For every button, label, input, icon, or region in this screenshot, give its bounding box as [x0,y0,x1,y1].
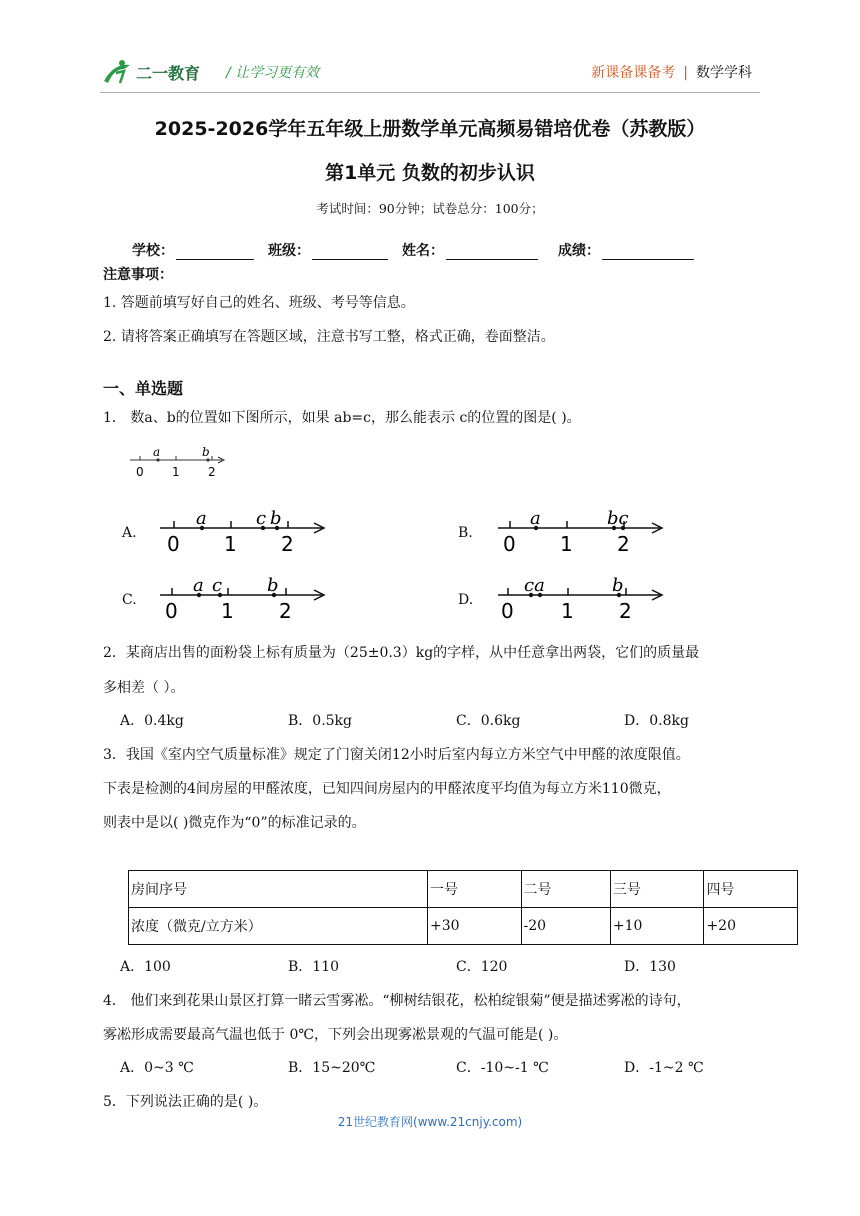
exam-info: 考试时间：90分钟；试卷总分：100分； [316,201,544,216]
option-a-number-line[interactable] [156,505,331,557]
svg-text:0: 0 [136,465,144,479]
table-row [129,871,798,908]
option-d-label[interactable]: D. [458,592,474,608]
footer-link[interactable]: 21世纪教育网(www.21cnjy.com) [337,1115,523,1129]
option-c[interactable]: C．120 [456,959,508,975]
option-c-number-line[interactable] [156,572,331,624]
question-2-line2: 多相差（ ）。 [103,680,185,696]
option-a[interactable]: A．0~3 ℃ [120,1060,194,1076]
question-3-options [120,956,792,976]
svg-text:1: 1 [221,599,234,623]
option-c[interactable]: C．0.6kg [456,713,521,729]
option-b[interactable]: B．15~20℃ [288,1060,376,1076]
option-b[interactable]: B．110 [288,959,340,975]
question-3-line3: 则表中是以( )微克作为“0”的标准记录的。 [103,815,366,831]
table-cell: +30 [428,908,522,945]
svg-text:bc: bc [607,508,629,529]
header-slogan: / 让学习更有效 [226,65,320,81]
table-cell: +10 [610,908,704,945]
option-b[interactable]: B．0.5kg [288,713,352,729]
svg-text:c: c [212,575,223,596]
question-1-text: 1． 数a、b的位置如下图所示，如果 ab=c，那么能表示 c的位置的图是( )。 [103,410,581,426]
section-heading: 一、单选题 [103,379,184,398]
svg-text:b: b [270,508,282,529]
option-b-number-line[interactable] [494,505,669,557]
page-title: 2025-2026学年五年级上册数学单元高频易错培优卷（苏教版） [154,118,706,140]
concentration-table [128,870,798,945]
table-cell: 房间序号 [129,871,428,908]
svg-text:c: c [256,508,267,529]
table-cell: 三号 [610,871,704,908]
option-d[interactable]: D．-1~2 ℃ [624,1060,704,1076]
unit-title: 第1单元 负数的初步认识 [325,162,535,184]
svg-text:2: 2 [279,599,292,623]
svg-text:a: a [530,508,541,529]
info-fields [132,240,708,260]
svg-text:2: 2 [617,532,630,556]
svg-text:1: 1 [560,532,573,556]
class-field[interactable]: 班级： [268,240,388,260]
option-b-label[interactable]: B. [458,525,473,541]
option-d[interactable]: D．130 [624,959,676,975]
svg-text:b: b [202,445,210,459]
question-4-line1: 4． 他们来到花果山景区打算一睹云雪雾凇。“柳树结银花，松柏绽银菊”便是描述雾凇的诗句， [103,993,691,1009]
svg-text:1: 1 [561,599,574,623]
table-row [129,908,798,945]
svg-text:ca: ca [524,575,545,596]
svg-text:1: 1 [224,532,237,556]
svg-text:b: b [267,575,279,596]
option-c[interactable]: C．-10~-1 ℃ [456,1060,549,1076]
score-field[interactable]: 成绩： [558,240,694,260]
header-subject: 数学学科 [696,65,752,81]
option-d-number-line[interactable] [494,572,669,624]
header-separator: | [683,65,688,81]
option-c-label[interactable]: C. [122,592,137,608]
reference-number-line [126,440,236,484]
option-d[interactable]: D．0.8kg [624,713,689,729]
school-field[interactable]: 学校： [132,240,254,260]
svg-text:0: 0 [167,532,180,556]
question-3-line2: 下表是检测的4间房屋的甲醛浓度，已知四间房屋内的甲醛浓度平均值为每立方米110微克， [103,781,671,797]
header-right [591,62,752,82]
svg-text:a: a [193,575,204,596]
header-tag: 新课备课备考 [591,65,676,81]
svg-text:1: 1 [172,465,180,479]
question-2-line1: 2．某商店出售的面粉袋上标有质量为（25±0.3）kg的字样，从中任意拿出两袋，它们的质量最 [103,645,700,661]
svg-text:二一教育: 二一教育 [136,64,201,83]
table-cell: 一号 [428,871,522,908]
svg-text:b: b [612,575,624,596]
question-5-text: 5．下列说法正确的是( )。 [103,1094,268,1110]
question-4-options [120,1057,792,1077]
header-divider [100,92,760,93]
table-cell: 四号 [704,871,798,908]
svg-text:2: 2 [281,532,294,556]
question-3-line1: 3．我国《室内空气质量标准》规定了门窗关闭12小时后室内每立方米空气中甲醛的浓度限值。 [103,747,690,763]
name-field[interactable]: 姓名： [402,240,538,260]
svg-text:0: 0 [501,599,514,623]
note-item: 1. 答题前填写好自己的姓名、班级、考号等信息。 [103,295,415,311]
question-4-line2: 雾凇形成需要最高气温也低于 0℃，下列会出现雾凇景观的气温可能是( )。 [103,1027,568,1043]
svg-text:0: 0 [165,599,178,623]
svg-text:0: 0 [503,532,516,556]
logo [100,55,220,91]
svg-text:a: a [153,445,161,459]
option-a-label[interactable]: A. [122,525,137,541]
table-cell: -20 [521,908,610,945]
notes-heading: 注意事项： [103,267,173,283]
svg-text:2: 2 [208,465,216,479]
svg-text:a: a [196,508,207,529]
note-item: 2. 请将答案正确填写在答题区域，注意书写工整，格式正确，卷面整洁。 [103,329,555,345]
table-cell: 浓度（微克/立方米） [129,908,428,945]
svg-text:2: 2 [619,599,632,623]
table-cell: 二号 [521,871,610,908]
option-a[interactable]: A．0.4kg [120,713,184,729]
question-2-options [120,710,792,730]
option-a[interactable]: A．100 [120,959,171,975]
table-cell: +20 [704,908,798,945]
